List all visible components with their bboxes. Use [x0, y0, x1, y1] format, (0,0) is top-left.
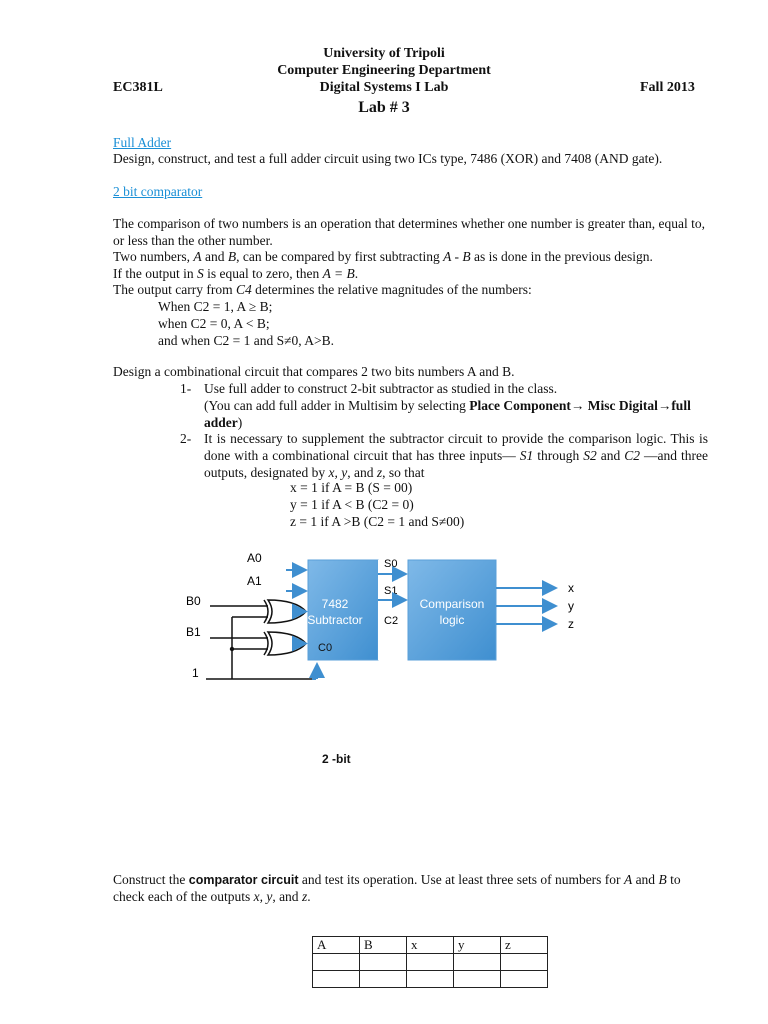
- output-z: z: [568, 617, 574, 631]
- comparator-paragraph-4: The output carry from C4 determines the relative magnitudes of the numbers:: [113, 282, 532, 297]
- label-one: 1: [192, 666, 199, 680]
- output-y: y: [568, 599, 574, 613]
- comparator-heading[interactable]: 2 bit comparator: [113, 184, 203, 199]
- full-adder-text: Design, construct, and test a full adder circuit using two ICs type, 7486 (XOR) and 7408 (AND gate).: [113, 151, 663, 166]
- label-a1: A1: [247, 574, 262, 588]
- lab-number: Lab # 3: [358, 99, 410, 116]
- case-y: y = 1 if A < B (C2 = 0): [290, 497, 414, 512]
- design-item-2: 2- It is necessary to supplement the subtractor circuit to provide the comparison logic. This is done with a combinational circuit that has three inputs— S1 through S2 and C2 —and three outputs, designated by x, y, and z, so that: [180, 431, 708, 480]
- logic-line-1: Comparison: [419, 597, 485, 611]
- department-name: Computer Engineering Department: [277, 63, 491, 78]
- comparator-paragraph-2: Two numbers, A and B, can be compared by first subtracting A - B as is done in the previous design.: [113, 249, 653, 264]
- logic-line-2: logic: [439, 613, 465, 627]
- xor-gate-b1: [264, 632, 306, 655]
- subtractor-c0: C0: [318, 642, 333, 654]
- header-x: x: [407, 937, 454, 954]
- design-intro: Design a combinational circuit that compares 2 two bits numbers A and B.: [113, 364, 515, 379]
- semester: Fall 2013: [640, 80, 695, 95]
- comparator-block-diagram: [180, 548, 600, 688]
- output-conditions: [290, 479, 464, 530]
- comparator-paragraph-3: If the output in S is equal to zero, then A = B.: [113, 266, 359, 281]
- condition-list: [158, 298, 334, 349]
- diagram-caption: 2 -bit: [322, 752, 351, 766]
- header-a: A: [313, 937, 360, 954]
- construct-paragraph: Construct the comparator circuit and test its operation. Use at least three sets of numbers for A and B to check each of the outputs x, y, and z.: [113, 872, 681, 904]
- full-adder-heading[interactable]: Full Adder: [113, 135, 172, 150]
- table-row: [313, 954, 548, 971]
- signal-s1: S1: [384, 585, 398, 597]
- label-b1: B1: [186, 625, 201, 639]
- table-header-row: [313, 937, 548, 954]
- label-b0: B0: [186, 594, 201, 608]
- subtractor-line-2: Subtractor: [307, 613, 363, 627]
- results-table: [312, 936, 548, 988]
- output-x: x: [568, 581, 574, 595]
- course-code: EC381L: [113, 80, 163, 95]
- case-z: z = 1 if A >B (C2 = 1 and S≠00): [290, 514, 465, 529]
- signal-s0: S0: [384, 558, 398, 570]
- condition-1: When C2 = 1, A ≥ B;: [158, 299, 273, 314]
- comparator-paragraph-1: The comparison of two numbers is an operation that determines whether one number is greater than, equal to, or less than the other number.: [113, 216, 705, 248]
- case-x: x = 1 if A = B (S = 00): [290, 480, 413, 495]
- signal-c2: C2: [384, 615, 399, 627]
- lab-name: Digital Systems I Lab: [319, 80, 449, 95]
- header-b: B: [360, 937, 407, 954]
- table-row: [313, 971, 548, 988]
- header-y: y: [454, 937, 501, 954]
- xor-gate-b0: [264, 600, 306, 623]
- condition-2: when C2 = 0, A < B;: [158, 316, 270, 331]
- header-z: z: [501, 937, 548, 954]
- subtractor-line-1: 7482: [321, 597, 349, 611]
- university-name: University of Tripoli: [323, 46, 445, 61]
- label-a0: A0: [247, 551, 262, 565]
- design-item-1: 1- Use full adder to construct 2-bit subtractor as studied in the class. (You can add full adder in Multisim by selecting Place Component→ Misc Digital→full adder): [180, 381, 691, 430]
- condition-3: and when C2 = 1 and S≠0, A>B.: [158, 333, 335, 348]
